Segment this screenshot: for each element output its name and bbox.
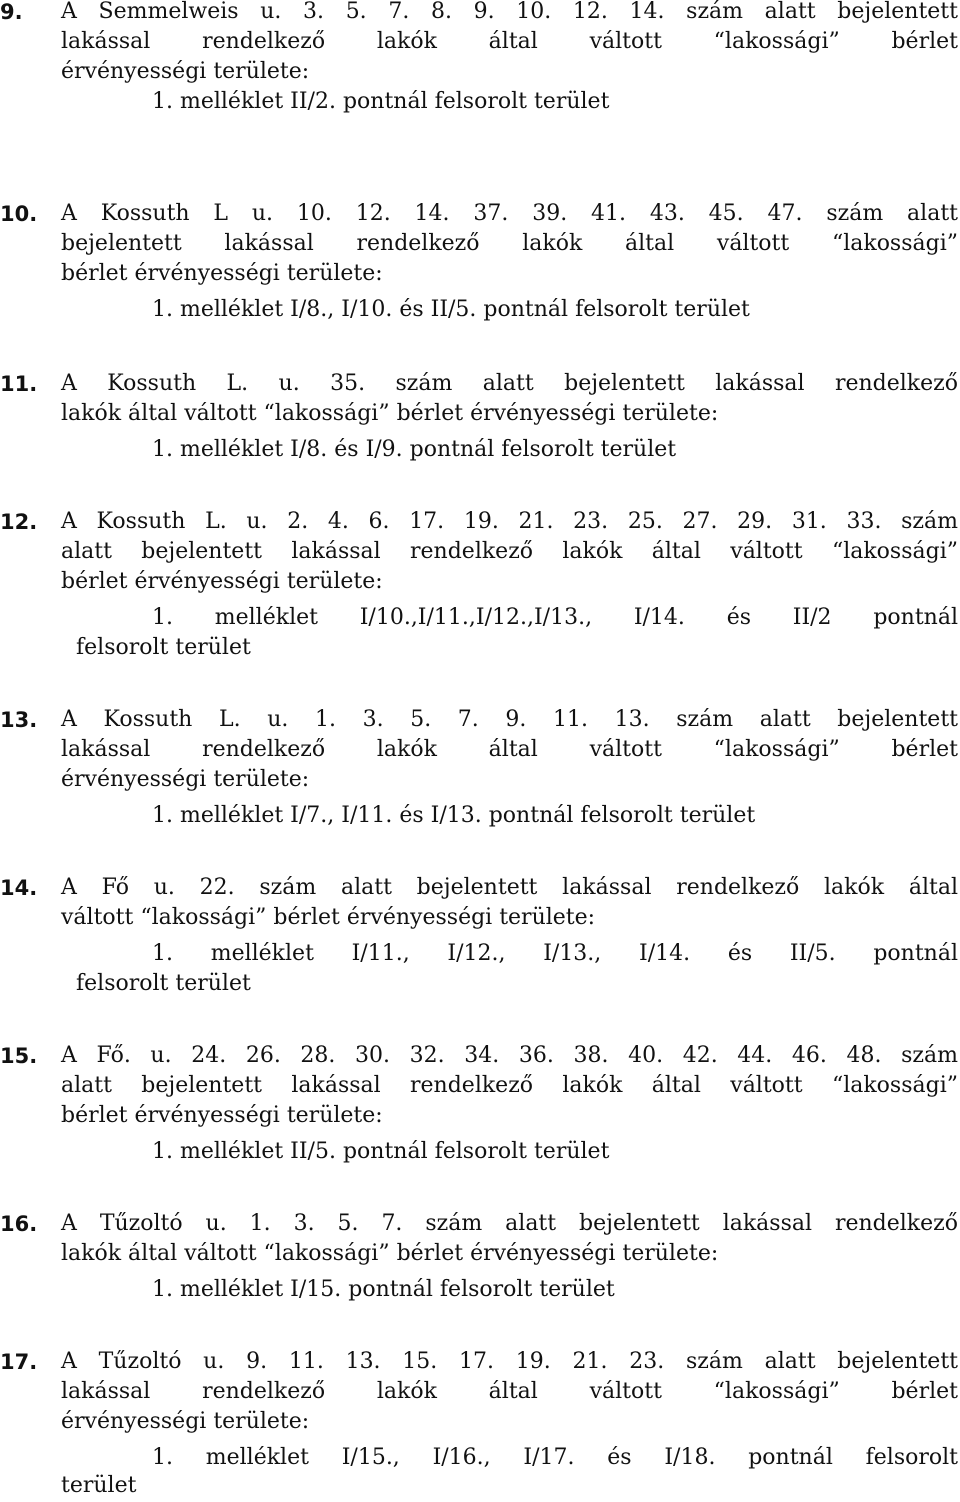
item-reference-line: 1. melléklet I/15. pontnál felsorolt terület: [152, 1277, 615, 1302]
item-reference-line: 1. melléklet I/15., I/16., I/17. és I/18. pontnál felsorolt: [152, 1445, 958, 1470]
item-reference-line: 1. melléklet I/10.,I/11.,I/12.,I/13., I/14. és II/2 pontnál: [152, 605, 958, 630]
item-text-line: váltott “lakossági” bérlet érvényességi területe:: [61, 905, 596, 930]
item-reference-line: 1. melléklet II/5. pontnál felsorolt terület: [152, 1139, 610, 1164]
item-text-line: A Kossuth L u. 10. 12. 14. 37. 39. 41. 43. 45. 47. szám alatt: [61, 201, 958, 226]
item-number: 14.: [0, 876, 38, 900]
item-text-line: A Tűzoltó u. 9. 11. 13. 15. 17. 19. 21. 23. szám alatt bejelentett: [61, 1349, 958, 1374]
item-reference-line: 1. melléklet I/7., I/11. és I/13. pontnál felsorolt terület: [152, 803, 756, 828]
item-number: 9.: [0, 0, 23, 24]
item-text-line: érvényességi területe:: [61, 767, 310, 792]
item-reference-line: 1. melléklet I/11., I/12., I/13., I/14. és II/5. pontnál: [152, 941, 958, 966]
item-number: 11.: [0, 372, 38, 396]
item-reference-line: 1. melléklet I/8., I/10. és II/5. pontnál felsorolt terület: [152, 297, 750, 322]
item-reference-line: 1. melléklet II/2. pontnál felsorolt terület: [152, 89, 610, 114]
item-text-line: A Kossuth L. u. 2. 4. 6. 17. 19. 21. 23. 25. 27. 29. 31. 33. szám: [61, 509, 958, 534]
item-text-line: érvényességi területe:: [61, 1409, 310, 1434]
item-reference-line: felsorolt terület: [76, 635, 251, 660]
item-number: 12.: [0, 510, 38, 534]
item-text-line: lakással rendelkező lakók által váltott “lakossági” bérlet: [61, 29, 958, 54]
item-text-line: bérlet érvényességi területe:: [61, 1103, 383, 1128]
item-reference-line: terület: [61, 1473, 137, 1498]
item-number: 13.: [0, 708, 38, 732]
item-text-line: A Tűzoltó u. 1. 3. 5. 7. szám alatt bejelentett lakással rendelkező: [61, 1211, 958, 1236]
item-text-line: A Kossuth L. u. 35. szám alatt bejelentett lakással rendelkező: [61, 371, 958, 396]
item-number: 17.: [0, 1350, 38, 1374]
item-text-line: lakással rendelkező lakók által váltott “lakossági” bérlet: [61, 737, 958, 762]
item-number: 15.: [0, 1044, 38, 1068]
item-text-line: bérlet érvényességi területe:: [61, 569, 383, 594]
item-text-line: alatt bejelentett lakással rendelkező lakók által váltott “lakossági”: [61, 539, 958, 564]
item-text-line: lakók által váltott “lakossági” bérlet érvényességi területe:: [61, 1241, 719, 1266]
item-reference-line: 1. melléklet I/8. és I/9. pontnál felsorolt terület: [152, 437, 677, 462]
item-text-line: alatt bejelentett lakással rendelkező lakók által váltott “lakossági”: [61, 1073, 958, 1098]
item-number: 16.: [0, 1212, 38, 1236]
item-text-line: A Fő u. 22. szám alatt bejelentett lakással rendelkező lakók által: [61, 875, 958, 900]
item-text-line: bejelentett lakással rendelkező lakók által váltott “lakossági”: [61, 231, 958, 256]
item-text-line: A Semmelweis u. 3. 5. 7. 8. 9. 10. 12. 14. szám alatt bejelentett: [61, 0, 958, 24]
item-reference-line: felsorolt terület: [76, 971, 251, 996]
item-number: 10.: [0, 202, 38, 226]
item-text-line: A Kossuth L. u. 1. 3. 5. 7. 9. 11. 13. szám alatt bejelentett: [61, 707, 958, 732]
item-text-line: A Fő. u. 24. 26. 28. 30. 32. 34. 36. 38. 40. 42. 44. 46. 48. szám: [61, 1043, 958, 1068]
item-text-line: lakással rendelkező lakók által váltott “lakossági” bérlet: [61, 1379, 958, 1404]
item-text-line: lakók által váltott “lakossági” bérlet érvényességi területe:: [61, 401, 719, 426]
item-text-line: bérlet érvényességi területe:: [61, 261, 383, 286]
item-text-line: érvényességi területe:: [61, 59, 310, 84]
